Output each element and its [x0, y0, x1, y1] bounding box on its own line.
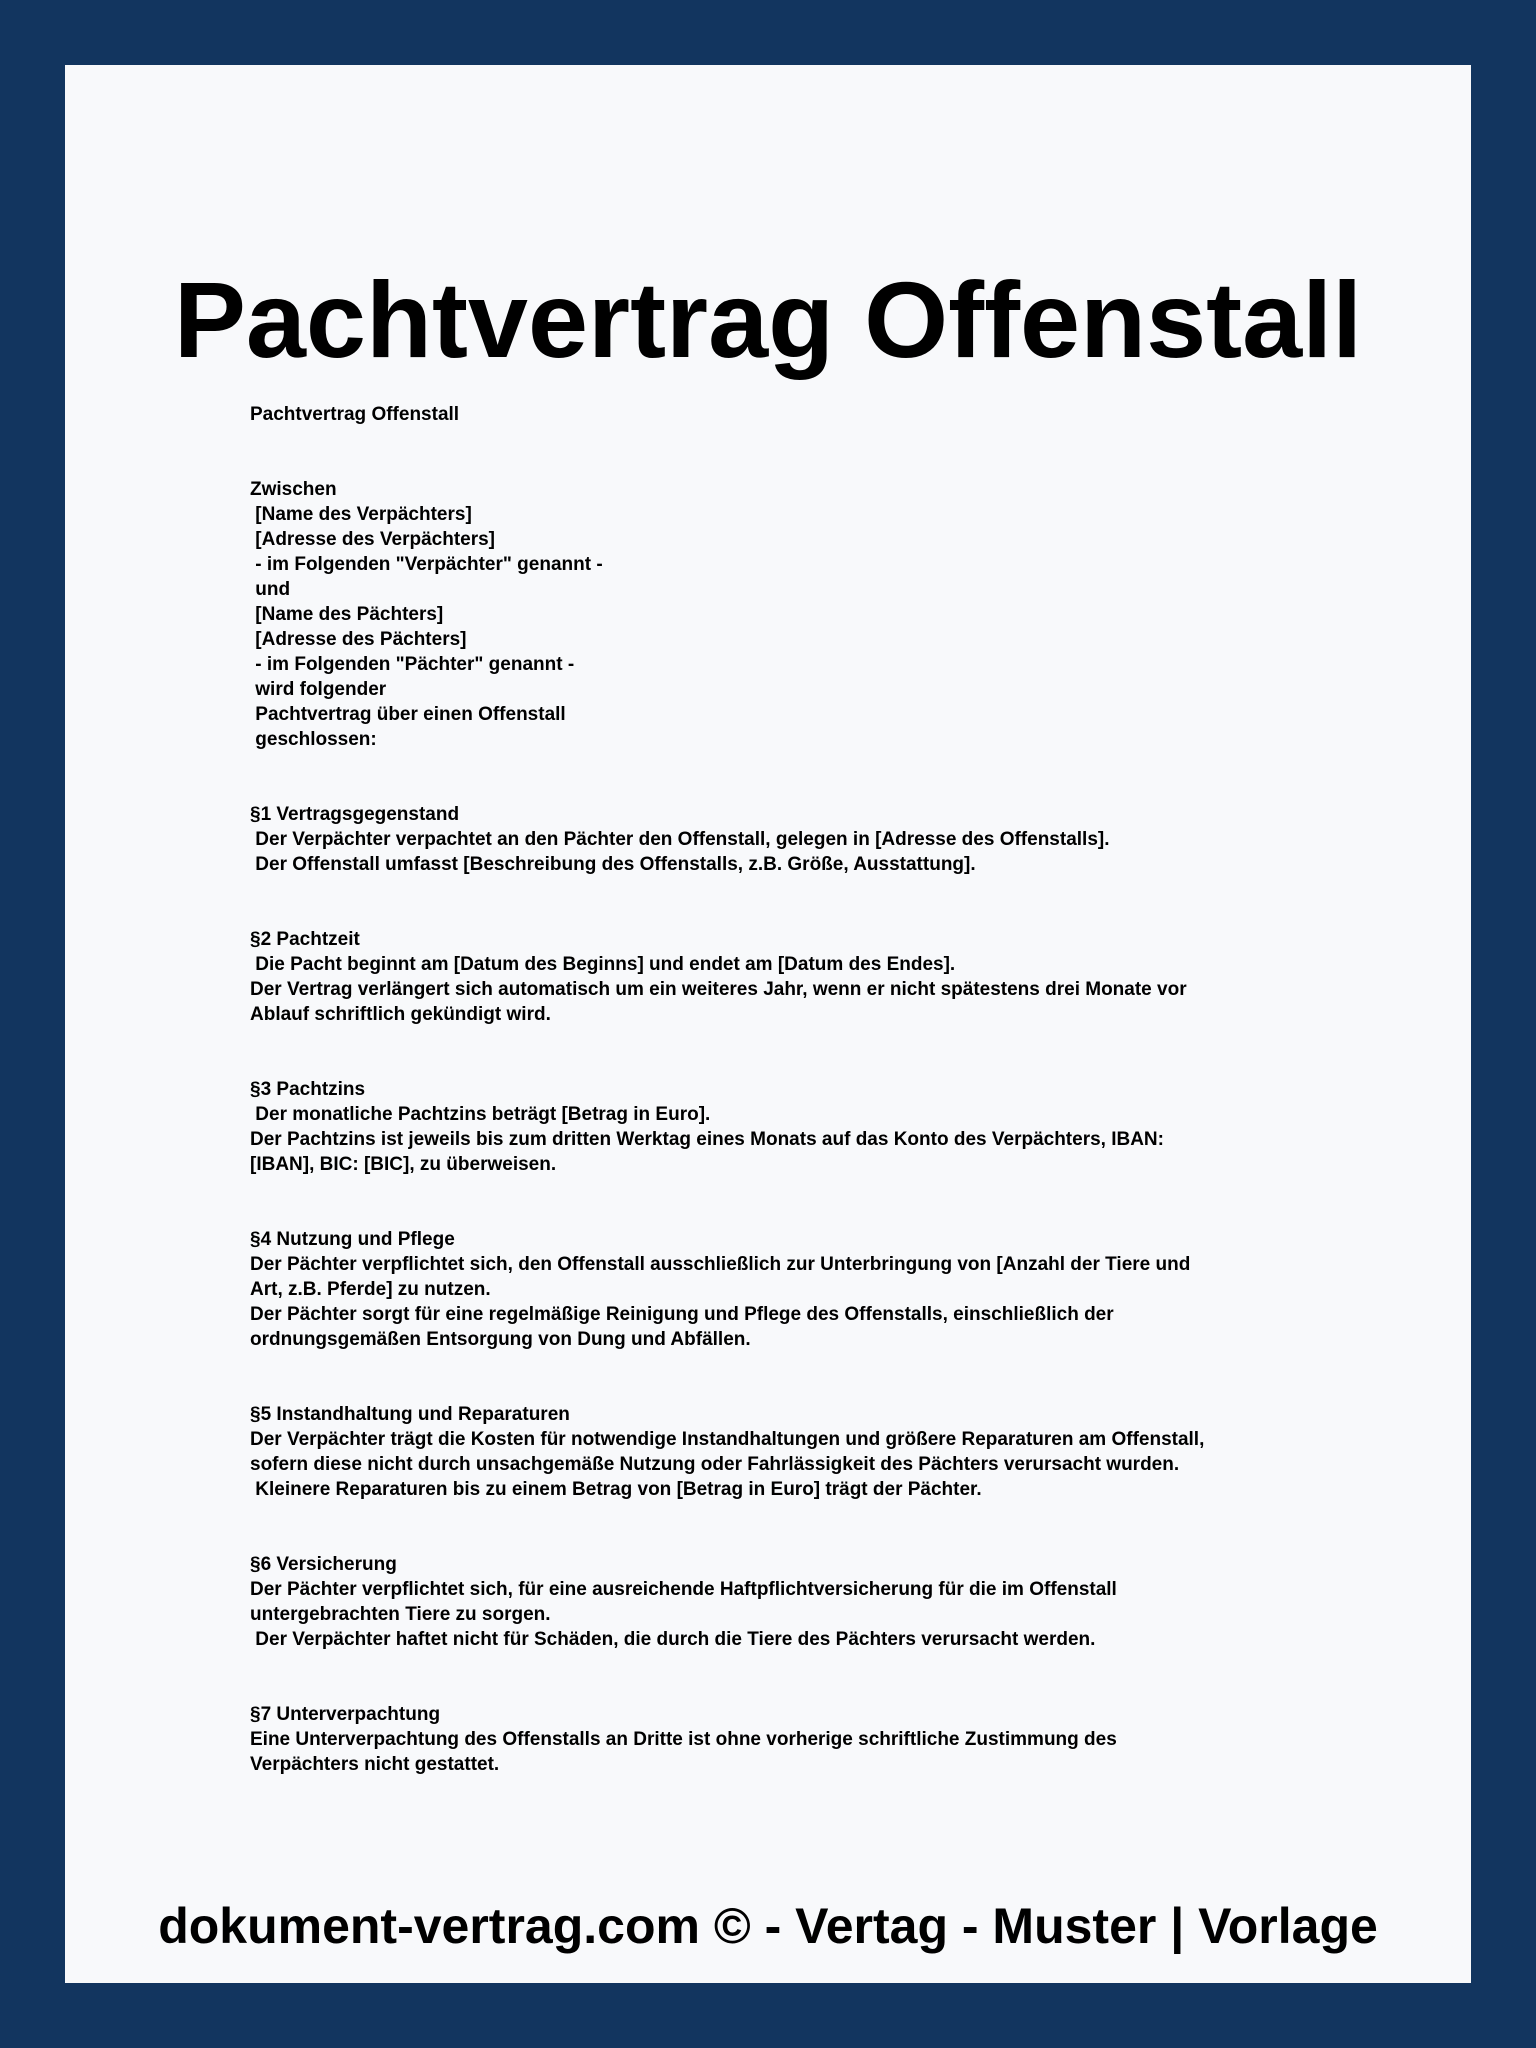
section-1: §1 Vertragsgegenstand Der Verpächter verpachtet an den Pächter den Offenstall, gelegen in [Adresse des Offenstalls]. Der Offenstall umfasst [Beschreibung des Offenstalls, z.B. Größe, Ausstattung].: [250, 804, 1110, 875]
section-3: §3 Pachtzins Der monatliche Pachtzins beträgt [Betrag in Euro]. Der Pachtzins ist jeweils bis zum dritten Werktag eines Monats auf das Konto des Verpächters, IBAN: [IBAN], BIC: [BIC], zu überweisen.: [250, 1079, 1164, 1175]
document-subtitle: Pachtvertrag Offenstall: [250, 404, 460, 425]
section-7: §7 Unterverpachtung Eine Unterverpachtung des Offenstalls an Dritte ist ohne vorherige schriftliche Zustimmung des Verpächters nicht gestattet.: [250, 1704, 1117, 1775]
section-6: §6 Versicherung Der Pächter verpflichtet sich, für eine ausreichende Haftpflichtversicherung für die im Offenstall untergebrachten Tiere zu sorgen. Der Verpächter haftet nicht für Schäden, die durch die Tiere des Pächters verursacht werden.: [250, 1554, 1117, 1650]
footer-text: dokument-vertrag.com © - Vertag - Muster | Vorlage: [158, 1898, 1378, 1954]
section-5: §5 Instandhaltung und Reparaturen Der Verpächter trägt die Kosten für notwendige Instandhaltungen und größere Reparaturen am Offenstall, sofern diese nicht durch unsachgemäße Nutzung oder Fahrlässigkeit des Pächters verursacht wurden. Kleinere Reparaturen bis zu einem Betrag von [Betrag in Euro] trägt der Pächter.: [250, 1404, 1205, 1500]
document-page: [65, 65, 1471, 1983]
parties-block: Zwischen [Name des Verpächters] [Adresse des Verpächters] - im Folgenden "Verpächter" genannt - und [Name des Pächters] [Adresse des Pächters] - im Folgenden "Pächter" genannt - wird folgender Pachtvertrag über einen Offenstall geschlossen:: [250, 479, 603, 750]
document-body: [250, 402, 1330, 1777]
document-heading: Pachtvertrag Offenstall: [173, 259, 1363, 380]
section-4: §4 Nutzung und Pflege Der Pächter verpflichtet sich, den Offenstall ausschließlich zur Unterbringung von [Anzahl der Tiere und Art, z.B. Pferde] zu nutzen. Der Pächter sorgt für eine regelmäßige Reinigung und Pflege des Offenstalls, einschließlich der ordnungsgemäßen Entsorgung von Dung und Abfällen.: [250, 1229, 1191, 1350]
footer: [65, 1896, 1471, 1956]
section-2: §2 Pachtzeit Die Pacht beginnt am [Datum des Beginns] und endet am [Datum des Endes]. Der Vertrag verlängert sich automatisch um ein weiteres Jahr, wenn er nicht spätestens drei Monate vor Ablauf schriftlich gekündigt wird.: [250, 929, 1187, 1025]
